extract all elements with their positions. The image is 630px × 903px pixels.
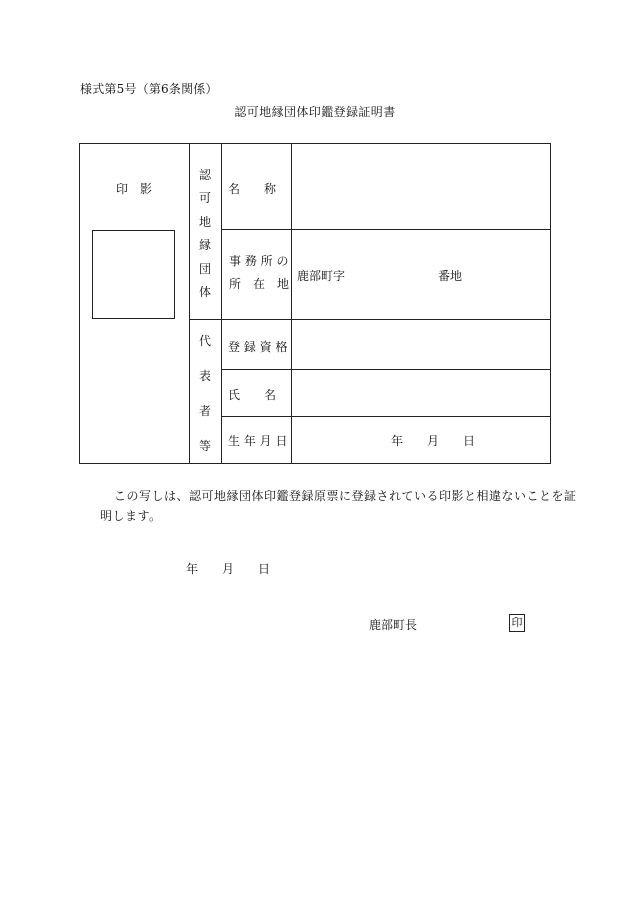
certification-line2: 明します。	[100, 509, 162, 523]
rep-header-char: 代	[198, 334, 211, 348]
representative-header	[197, 332, 213, 454]
group-header-char: 縁	[198, 238, 211, 253]
seal-mark: 印	[509, 614, 525, 632]
mayor-title: 鹿部町長	[369, 618, 418, 632]
document-title: 認可地縁団体印鑑登録証明書	[234, 105, 396, 119]
divider	[221, 229, 551, 230]
rep-header-char: 者	[198, 404, 211, 418]
office-label-line2: 所 在 地	[229, 277, 290, 291]
group-header-char: 団	[198, 261, 211, 276]
address-prefix: 鹿部町字	[297, 269, 346, 283]
address-suffix: 番地	[438, 269, 463, 283]
birthdate-value: 年 月 日	[391, 434, 476, 448]
divider	[221, 416, 551, 417]
rep-header-char: 表	[198, 369, 211, 383]
divider	[189, 144, 190, 463]
rep-header-char: 等	[198, 439, 211, 453]
divider	[189, 319, 551, 320]
birthdate-label: 生 年 月 日	[228, 434, 288, 448]
divider	[221, 369, 551, 370]
group-header-char: 可	[198, 191, 211, 206]
certificate-table	[79, 143, 551, 464]
seal-impression-label: 印 影	[116, 182, 153, 196]
office-label-line1: 事 務 所 の	[229, 254, 289, 268]
group-header	[197, 166, 213, 300]
certification-statement	[100, 486, 577, 526]
group-header-char: 地	[198, 214, 211, 229]
qualification-label: 登 録 資 格	[228, 340, 288, 354]
group-header-char: 認	[198, 168, 211, 182]
issue-date: 年 月 日	[186, 562, 271, 576]
form-number: 様式第5号（第6条関係）	[80, 82, 218, 96]
group-header-char: 体	[198, 284, 211, 299]
seal-impression-box	[92, 230, 175, 319]
rep-name-label: 氏 名	[228, 388, 277, 402]
certification-line1: この写しは、認可地縁団体印鑑登録原票に登録されている印影と相違ないことを証	[114, 489, 577, 503]
name-label: 名 称	[228, 182, 277, 196]
